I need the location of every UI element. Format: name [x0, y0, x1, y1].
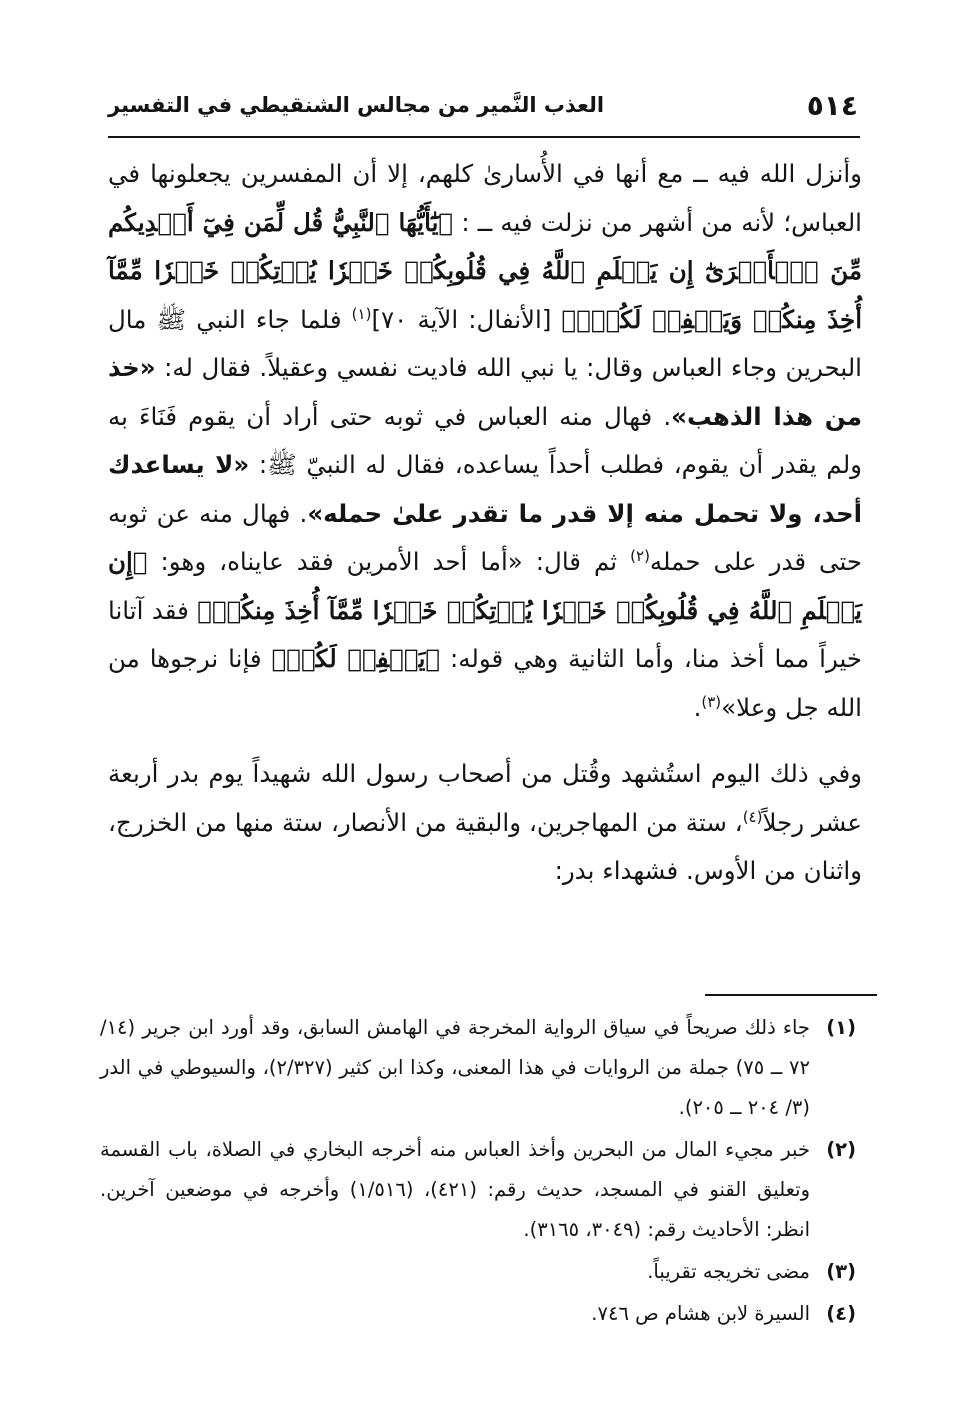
footnote-text: مضى تخريجه تقريباً. — [647, 1260, 810, 1283]
footnote-ref-4[interactable]: (٤) — [742, 807, 763, 826]
footnote-number: (٢) — [826, 1138, 856, 1161]
quran-verse: ﴿إِن يَعۡلَمِ ٱللَّهُ فِي قُلُوبِكُمۡ خَيۡرٗا يُؤۡتِكُمۡ خَيۡرٗا مِّمَّآ أُخِذَ مِنكُمۡ﴾ — [108, 547, 862, 625]
text-span: فقد آتانا خيراً مما أخذ منا، وأما الثانية وهي قوله: — [108, 595, 863, 673]
text-span: . — [693, 692, 702, 722]
text-span: فإنا نرجوها من الله جل وعلا» — [108, 644, 862, 722]
header-rule — [108, 136, 860, 138]
paragraph-1 — [108, 150, 862, 732]
footnote-number: (١) — [826, 1016, 856, 1039]
footnote-text: خبر مجيء المال من البحرين وأخذ العباس منه أخرجه البخاري في الصلاة، باب القسمة وتعليق القنو في المسجد، حديث رقم: (٤٢١)، (١/٥١٦) وأخرجه في موضعين آخرين. انظر: الأحاديث رقم: (٣٠٤٩، ٣١٦٥). — [100, 1138, 810, 1241]
footnote-ref-2[interactable]: (٢) — [630, 546, 650, 565]
page-header — [108, 82, 858, 128]
text-span: [الأنفال: الآية ٧٠] — [371, 304, 562, 334]
footnote-text: السيرة لابن هشام ص ٧٤٦. — [591, 1302, 810, 1325]
footnote-1 — [100, 1008, 856, 1128]
paragraph-2 — [108, 750, 862, 896]
footnote-text: جاء ذلك صريحاً في سياق الرواية المخرجة في الهامش السابق، وقد أورد ابن جرير (١٤/ ٧٢ ــ ٧٥) جملة من الروايات في هذا المعنى، وكذا ابن كثير (٢/٣٢٧)، والسيوطي في الدر (٣/ ٢٠٤ ــ ٢٠٥). — [100, 1016, 810, 1119]
text-span: فلما جاء النبي ﷺ مال البحرين وجاء العباس وقال: يا نبي الله فاديت نفسي وعقيلاً. فقال له: — [108, 304, 862, 382]
footnote-separator — [705, 994, 877, 996]
footnotes — [100, 1008, 856, 1334]
footnote-3 — [100, 1252, 856, 1292]
hadith-quote: «خذ من هذا الذهب» — [108, 353, 863, 431]
page-number: ٥١٤ — [806, 88, 858, 122]
footnote-number: (٣) — [826, 1260, 856, 1283]
footnote-ref-3[interactable]: (٣) — [701, 692, 722, 711]
text-span: . فهال منه عن ثوبه حتى قدر على حمله — [108, 498, 863, 576]
text-span: ثم قال: «أما أحد الأمرين فقد عايناه، وهو: — [147, 547, 631, 576]
text-span: ، ستة من المهاجرين، والبقية من الأنصار، ستة منها من الخزرج، واثنان من الأوس. فشهداء بدر: — [108, 807, 862, 885]
text-span: وأنزل الله فيه ــ مع أنها في الأُسارىٰ كلهم، إلا أن المفسرين يجعلونها في العباس؛ لأنه من أشهر من نزلت فيه ــ : — [108, 159, 862, 237]
quran-verse: ﴿يَغۡفِرۡ لَكُمۡ﴾ — [271, 644, 441, 673]
running-title: العذب النَّمير من مجالس الشنقيطي في التفسير — [108, 93, 605, 117]
hadith-quote: «لا يساعدك أحد، ولا تحمل منه إلا قدر ما تقدر علىٰ حمله» — [108, 450, 863, 528]
quran-verse: ﴿يَٰٓأَيُّهَا ٱلنَّبِيُّ قُل لِّمَن فِيٓ أَيۡدِيكُم مِّنَ ٱلۡأَسۡرَىٰٓ إِن يَعۡلَمِ ٱللَّهُ فِي قُلُوبِكُمۡ خَيۡرٗا يُؤۡتِكُمۡ خَيۡرٗا مِّمَّآ أُخِذَ مِنكُمۡ وَيَغۡفِرۡ لَكُمۡۚ﴾ — [108, 207, 863, 334]
main-text — [108, 150, 862, 896]
footnote-4 — [100, 1294, 856, 1334]
footnote-2 — [100, 1130, 856, 1250]
text-span: . فهال منه العباس في ثوبه حتى أراد أن يقوم فَنَاءَ به ولم يقدر أن يقوم، فطلب أحداً يساعده، فقال له النبيّ ﷺ: — [108, 401, 862, 479]
footnote-ref-1[interactable]: (١) — [351, 304, 372, 323]
text-span: وفي ذلك اليوم استُشهد وقُتل من أصحاب رسول الله شهيداً يوم بدر أربعة عشر رجلاً — [108, 759, 862, 837]
footnote-number: (٤) — [826, 1302, 856, 1325]
